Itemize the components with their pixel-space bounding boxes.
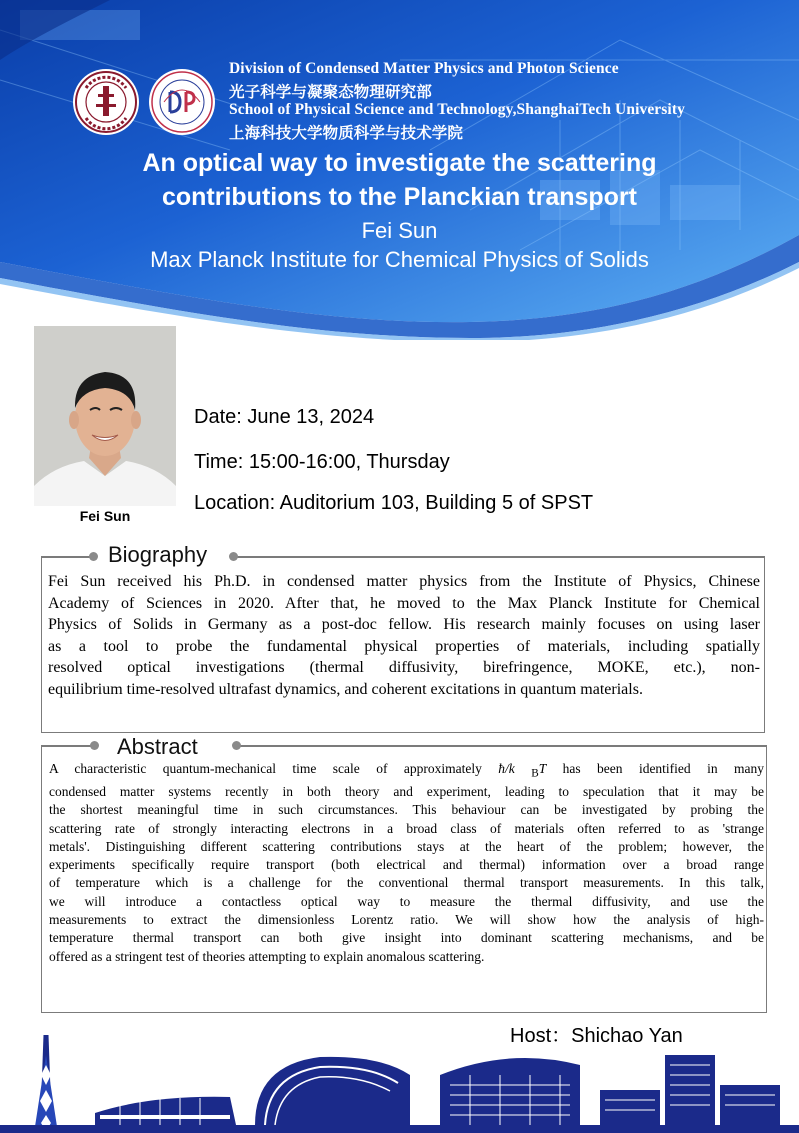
abstract-line: scattering rate of strongly interacting electrons in a broad class of materials often referred to as 'strange [49, 820, 764, 836]
school-name-zh: 上海科技大学物质科学与技术学院 [229, 125, 464, 142]
abstract-rule-right [240, 745, 767, 747]
abstract-heading: Abstract [117, 734, 198, 759]
division-name-zh: 光子科学与凝聚态物理研究部 [229, 84, 432, 101]
abstract-line: we will introduce a contactless optical way to measure the thermal diffusivity, and use the [49, 893, 764, 909]
campus-skyline-footer [0, 1035, 799, 1133]
biography-bullet-right [229, 552, 238, 561]
abstract-line: metals'. Distinguishing different scattering contributions stays at the heart of the problem; however, the [49, 838, 764, 854]
abstract-line: condensed matter systems recently in both theory and experiment, leading to speculation that it may be [49, 783, 764, 799]
abstract-text [49, 760, 764, 966]
biography-rule-right [234, 556, 765, 558]
talk-title [0, 146, 799, 214]
shanghaitech-university-seal [72, 68, 140, 136]
abstract-line: the shortest meaningful time in such circumstances. This behaviour can be investigated by probing the [49, 802, 764, 818]
biography-line: Fei Sun received his Ph.D. in condensed matter physics from the Institute of Physics, Chinese [48, 573, 760, 590]
abstract-line: offered as a stringent test of theories attempting to explain anomalous scattering. [49, 948, 485, 964]
event-date: Date: June 13, 2024 [194, 406, 375, 428]
speaker-name: Fei Sun [361, 218, 438, 243]
school-name-en: School of Physical Science and Technology,ShanghaiTech University [229, 101, 685, 118]
division-name-en: Division of Condensed Matter Physics and Photon Science [229, 60, 619, 77]
abstract-bullet-left [90, 741, 99, 750]
talk-title-line1: An optical way to investigate the scattering [142, 149, 657, 177]
event-location: Location: Auditorium 103, Building 5 of SPST [194, 492, 594, 514]
biography-heading: Biography [108, 542, 208, 567]
abstract-formula-t: T [538, 761, 547, 776]
speaker-affiliation: Max Planck Institute for Chemical Physics of Solids [150, 247, 649, 272]
abstract-first-line-end: has been identified in many [546, 761, 764, 776]
abstract-first-line-text: A characteristic quantum-mechanical time scale of approximately [49, 761, 499, 776]
biography-line: Physics of Solids in Germany as a post-doc fellow. His research mainly focuses on using laser [48, 616, 760, 634]
biography-line: Academy of Sciences in 2020. After that, he moved to the Max Planck Institute for Chemical [48, 594, 760, 612]
event-time: Time: 15:00-16:00, Thursday [194, 451, 450, 473]
biography-line: equilibrium time-resolved ultrafast dynamics, and coherent excitations in quantum materials. [48, 680, 643, 698]
biography-line: as a tool to probe the fundamental physical properties of materials, including spatially [48, 637, 760, 655]
biography-text [48, 571, 760, 701]
abstract-line: temperature thermal transport can both give insight into dominant scattering mechanisms, and be [49, 930, 764, 946]
abstract-formula-sub: B [531, 767, 539, 780]
dcpps-division-logo [148, 68, 216, 136]
tower-illustration [34, 1035, 58, 1133]
biography-bullet-left [89, 552, 98, 561]
abstract-bullet-right [232, 741, 241, 750]
talk-title-line2: contributions to the Planckian transport [161, 183, 638, 211]
biography-line: resolved optical investigations (thermal diffusivity, birefringence, MOKE, etc.), non- [48, 659, 760, 677]
host-label: Host：Shichao Yan [510, 1025, 683, 1047]
abstract-formula: ħ/k [498, 761, 515, 776]
abstract-line: measurements to extract the dimensionless Lorentz ratio. We will show how the analysis of high- [49, 912, 764, 928]
abstract-line [49, 760, 764, 783]
abstract-line: of temperature which is a challenge for the conventional thermal transport measurements. In this talk, [49, 875, 764, 891]
abstract-line: experiments specifically require transport (both electrical and thermal) information over a broad range [49, 857, 764, 873]
photo-caption: Fei Sun [79, 508, 131, 524]
speaker-photo [34, 326, 176, 506]
abstract-rule-left [41, 745, 93, 747]
biography-rule-left [41, 556, 93, 558]
